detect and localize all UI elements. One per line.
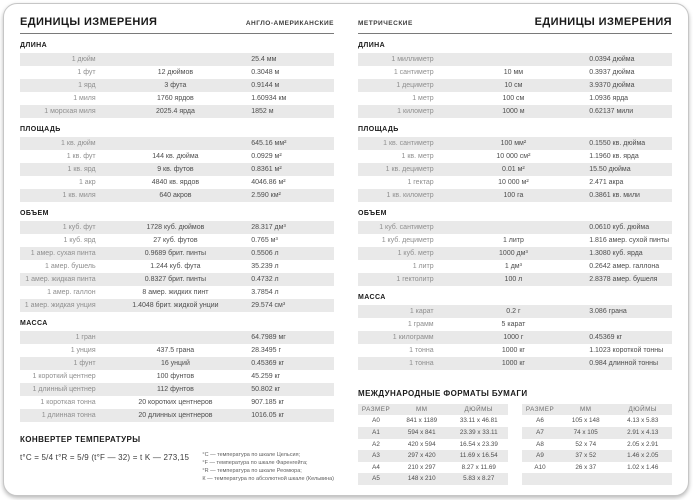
unit-value: 2.471 акра — [589, 179, 624, 186]
unit-value: 0.4732 л — [251, 276, 279, 283]
paper-formats-tables — [358, 404, 672, 485]
metric-page-title: ЕДИНИЦЫ ИЗМЕРЕНИЯ — [534, 16, 672, 28]
unit-value: 0.62137 мили — [589, 108, 634, 115]
unit-row — [358, 273, 672, 286]
unit-name: 1 короткий центнер — [32, 373, 96, 380]
temperature-note: К — температура по абсолютной шкале (Кельвина) — [202, 476, 334, 482]
unit-name: 1 фунт — [73, 360, 96, 367]
unit-equivalent: 100 л — [504, 276, 523, 283]
unit-row — [358, 53, 672, 66]
metric-sections — [358, 34, 672, 370]
unit-row — [20, 299, 334, 312]
unit-row — [358, 234, 672, 247]
unit-value: 0.3861 кв. мили — [589, 192, 640, 199]
paper-table-a0-a5 — [358, 404, 508, 485]
unit-name: 1 короткая тонна — [40, 399, 96, 406]
unit-value: 0.0929 м² — [251, 153, 282, 160]
unit-name: 1 грамм — [407, 321, 434, 328]
unit-row — [358, 247, 672, 260]
unit-row — [20, 247, 334, 260]
paper-size: A9 — [536, 452, 544, 460]
unit-name: 1 ярд — [78, 82, 96, 89]
paper-size: A2 — [372, 440, 380, 448]
unit-name: 1 кв. дециметр — [385, 166, 434, 173]
paper-header-mm: ММ — [416, 405, 428, 413]
unit-value: 3.9370 дюйма — [589, 82, 635, 89]
unit-row — [358, 66, 672, 79]
unit-name: 1 кв. километр — [386, 192, 434, 199]
paper-size: A0 — [372, 417, 380, 425]
section-title: МАССА — [20, 320, 48, 327]
unit-value: 1.816 амер. сухой пинты — [589, 237, 670, 244]
paper-row — [358, 462, 508, 474]
unit-equivalent: 16 унций — [160, 360, 190, 367]
paper-size: A6 — [536, 417, 544, 425]
unit-section — [358, 210, 672, 286]
unit-row — [20, 150, 334, 163]
unit-row — [358, 163, 672, 176]
unit-equivalent: 437.5 грана — [156, 347, 195, 354]
paper-header-size: РАЗМЕР — [525, 405, 555, 413]
unit-equivalent: 1760 ярдов — [157, 95, 194, 102]
unit-row — [20, 163, 334, 176]
paper-inches — [614, 473, 673, 485]
page-title: ЕДИНИЦЫ ИЗМЕРЕНИЯ — [20, 16, 158, 28]
unit-name: 1 амер. бушель — [45, 263, 96, 270]
temperature-notes — [202, 451, 334, 483]
unit-name: 1 унция — [70, 347, 96, 354]
unit-value: 0.5506 л — [251, 250, 279, 257]
unit-name: 1 километр — [397, 108, 434, 115]
unit-equivalent: 1000 дм³ — [499, 250, 528, 257]
unit-row — [358, 189, 672, 202]
unit-equivalent: 10 мм — [503, 69, 524, 76]
section-title: ПЛОЩАДЬ — [20, 126, 61, 133]
unit-name: 1 куб. метр — [397, 250, 434, 257]
paper-header-row — [522, 404, 672, 416]
paper-size: A5 — [372, 475, 380, 483]
unit-row — [358, 137, 672, 150]
paper-size: A10 — [534, 463, 546, 471]
unit-equivalent: 1.4048 брит. жидкой унции — [132, 302, 219, 309]
unit-equivalent: 112 фунтов — [156, 386, 194, 393]
unit-row — [20, 409, 334, 422]
unit-value: 0.1550 кв. дюйма — [589, 140, 646, 147]
paper-row — [522, 439, 672, 451]
unit-section — [358, 42, 672, 118]
temperature-formula: t°C = 5/4 t°R = 5/9 (t°F — 32) = t K — 273,15 — [20, 453, 190, 462]
paper-mm: 297 x 420 — [407, 452, 436, 460]
unit-row — [358, 92, 672, 105]
unit-equivalent: 0.8327 брит. пинты — [144, 276, 207, 283]
paper-row — [522, 450, 672, 462]
unit-name: 1 амер. жидкая пинта — [25, 276, 96, 283]
paper-inches: 1.02 x 1.46 — [627, 463, 659, 471]
paper-inches: 4.13 x 5.83 — [627, 417, 659, 425]
unit-row — [20, 137, 334, 150]
unit-equivalent: 100 фунтов — [156, 373, 195, 380]
temperature-note: °C — температура по шкале Цельсия; — [202, 452, 301, 458]
unit-value: 3.086 грана — [589, 308, 627, 315]
unit-equivalent: 4840 кв. ярдов — [151, 179, 200, 186]
unit-row — [358, 344, 672, 357]
unit-equivalent: 8 амер. жидких пинт — [142, 289, 209, 296]
unit-equivalent: 1000 кг — [501, 360, 525, 367]
unit-name: 1 амер. сухая пинта — [30, 250, 96, 257]
unit-row — [358, 150, 672, 163]
paper-inches: 2.05 x 2.91 — [627, 440, 659, 448]
unit-row — [20, 344, 334, 357]
section-title: ОБЪЕМ — [20, 210, 49, 217]
unit-equivalent: 0.9689 брит. пинты — [144, 250, 207, 257]
unit-equivalent: 27 куб. футов — [153, 237, 198, 244]
unit-section — [20, 320, 334, 422]
unit-name: 1 миллиметр — [391, 56, 434, 63]
unit-value: 0.765 м³ — [251, 237, 278, 244]
unit-value: 0.0394 дюйма — [589, 56, 635, 63]
unit-row — [20, 370, 334, 383]
unit-equivalent — [440, 221, 588, 234]
unit-value: 1.0936 ярда — [589, 95, 629, 102]
paper-mm: 210 x 297 — [407, 463, 436, 471]
unit-row — [358, 176, 672, 189]
paper-size: A7 — [536, 429, 544, 437]
metric-subtitle: МЕТРИЧЕСКИЕ — [358, 20, 413, 27]
unit-row — [358, 357, 672, 370]
unit-name: 1 акр — [78, 179, 96, 186]
paper-size: A3 — [372, 452, 380, 460]
paper-inches: 16.54 x 23.39 — [459, 440, 498, 448]
unit-name: 1 куб. ярд — [63, 237, 96, 244]
unit-name: 1 карат — [409, 308, 434, 315]
paper-mm: 37 x 52 — [575, 452, 597, 460]
unit-name: 1 гран — [75, 334, 96, 341]
paper-formats-title: МЕЖДУНАРОДНЫЕ ФОРМАТЫ БУМАГИ — [358, 388, 528, 398]
unit-name: 1 гектолитр — [396, 276, 434, 283]
unit-value: 0.8361 м² — [251, 166, 282, 173]
unit-equivalent: 10 см — [504, 82, 523, 89]
unit-value: 0.9144 м — [251, 82, 280, 89]
paper-row — [522, 427, 672, 439]
unit-equivalent: 0.2 г — [506, 308, 521, 315]
unit-value: 1.3080 куб. ярда — [589, 250, 643, 257]
unit-equivalent: 10 000 м² — [498, 179, 529, 186]
paper-mm: 105 x 148 — [571, 417, 600, 425]
unit-value: 1.60934 км — [251, 95, 287, 102]
unit-row — [20, 357, 334, 370]
section-title: ОБЪЕМ — [358, 210, 387, 217]
unit-equivalent: 1728 куб. дюймов — [146, 224, 205, 231]
unit-name: 1 сантиметр — [393, 69, 434, 76]
unit-equivalent: 0.01 м² — [502, 166, 525, 173]
unit-value: 35.239 л — [251, 263, 279, 270]
unit-name: 1 куб. фут — [62, 224, 96, 231]
paper-row — [358, 415, 508, 427]
unit-name: 1 гектар — [407, 179, 434, 186]
unit-name: 1 миля — [73, 95, 96, 102]
unit-row — [20, 383, 334, 396]
paper-mm: 420 x 594 — [407, 440, 436, 448]
unit-value: 29.574 см³ — [251, 302, 286, 309]
paper-table-a6-a10 — [522, 404, 672, 485]
unit-equivalent: 1.244 куб. фута — [150, 263, 201, 270]
unit-section — [20, 126, 334, 202]
unit-value: 0.45369 кг — [251, 360, 285, 367]
unit-equivalent — [440, 53, 588, 66]
paper-inches: 8.27 x 11.69 — [461, 463, 496, 471]
unit-value — [587, 318, 672, 331]
unit-name: 1 куб. дециметр — [381, 237, 434, 244]
unit-value: 3.7854 л — [251, 289, 279, 296]
paper-inches: 23.39 x 33.11 — [459, 429, 498, 437]
unit-row — [358, 331, 672, 344]
unit-equivalent: 144 кв. дюйма — [152, 153, 199, 160]
paper-mm: 74 x 105 — [573, 429, 598, 437]
unit-row — [20, 260, 334, 273]
paper-inches: 5.83 x 8.27 — [463, 475, 495, 483]
paper-inches: 1.46 x 2.05 — [627, 452, 659, 460]
temperature-note: °R — температура по шкале Реомюра; — [202, 468, 302, 474]
unit-row — [20, 66, 334, 79]
unit-name: 1 дюйм — [71, 56, 96, 63]
unit-section — [20, 42, 334, 118]
unit-equivalent: 100 га — [503, 192, 524, 199]
paper-mm: 148 x 210 — [407, 475, 436, 483]
unit-equivalent: 640 акров — [159, 192, 192, 199]
unit-row — [20, 189, 334, 202]
unit-row — [358, 318, 672, 331]
unit-equivalent — [102, 331, 250, 344]
section-title: ДЛИНА — [358, 42, 386, 49]
unit-name: 1 килограмм — [392, 334, 434, 341]
unit-row — [20, 286, 334, 299]
unit-value: 50.802 кг — [251, 386, 281, 393]
unit-equivalent: 100 см — [502, 95, 525, 102]
unit-value: 907.185 кг — [251, 399, 285, 406]
anglo-american-sections — [20, 34, 334, 422]
anglo-american-panel — [20, 14, 334, 487]
unit-row — [20, 273, 334, 286]
unit-name: 1 дециметр — [396, 82, 434, 89]
unit-value: 28.3495 г — [251, 347, 282, 354]
unit-name: 1 кв. метр — [401, 153, 434, 160]
unit-name: 1 длинная тонна — [41, 412, 96, 419]
unit-equivalent: 10 000 см² — [496, 153, 531, 160]
unit-equivalent: 2025.4 ярда — [155, 108, 195, 115]
paper-formats — [358, 389, 672, 487]
unit-equivalent: 1000 м — [502, 108, 525, 115]
unit-name: 1 кв. ярд — [67, 166, 96, 173]
unit-name: 1 тонна — [409, 347, 434, 354]
unit-name: 1 кв. миля — [62, 192, 96, 199]
unit-row — [358, 79, 672, 92]
paper-row — [358, 450, 508, 462]
paper-inches: 11.69 x 16.54 — [459, 452, 498, 460]
unit-equivalent: 1 литр — [502, 237, 524, 244]
unit-value: 1016.05 кг — [251, 412, 285, 419]
unit-equivalent: 1000 кг — [501, 347, 525, 354]
unit-row — [358, 105, 672, 118]
unit-name: 1 кв. фут — [66, 153, 96, 160]
anglo-american-header — [20, 16, 334, 34]
anglo-american-subtitle: АНГЛО-АМЕРИКАНСКИЕ — [245, 20, 334, 27]
paper-row — [522, 415, 672, 427]
temperature-note: °F — температура по шкале Фаренгейта; — [202, 460, 308, 466]
section-title: ДЛИНА — [20, 42, 48, 49]
unit-value: 15.50 дюйма — [589, 166, 631, 173]
paper-row — [358, 439, 508, 451]
paper-row — [358, 473, 508, 485]
unit-value: 2.590 км² — [251, 192, 281, 199]
paper-size: A4 — [372, 463, 380, 471]
unit-row — [20, 221, 334, 234]
unit-name: 1 морская миля — [44, 108, 96, 115]
unit-equivalent: 20 длинных центнеров — [138, 412, 213, 419]
unit-value: 64.7989 мг — [251, 334, 286, 341]
unit-equivalent: 9 кв. футов — [157, 166, 194, 173]
unit-name: 1 кв. сантиметр — [383, 140, 434, 147]
unit-value: 1852 м — [251, 108, 274, 115]
unit-row — [20, 79, 334, 92]
paper-inches: 33.11 x 46.81 — [459, 417, 498, 425]
unit-equivalent: 5 карат — [501, 321, 526, 328]
unit-value: 0.0610 куб. дюйма — [589, 224, 650, 231]
paper-mm: 26 x 37 — [575, 463, 597, 471]
unit-equivalent — [102, 137, 250, 150]
paper-mm — [558, 473, 614, 485]
paper-size: A1 — [372, 429, 380, 437]
unit-value: 1.1960 кв. ярда — [589, 153, 639, 160]
unit-name: 1 кв. дюйм — [61, 140, 96, 147]
paper-row — [522, 473, 672, 485]
units-reference-card — [3, 3, 689, 496]
unit-section — [358, 294, 672, 370]
unit-row — [20, 234, 334, 247]
paper-header-inches: ДЮЙМЫ — [628, 405, 657, 413]
paper-header-mm: ММ — [580, 405, 592, 413]
unit-row — [20, 105, 334, 118]
unit-name: 1 длинный центнер — [32, 386, 96, 393]
unit-name: 1 литр — [412, 263, 434, 270]
paper-header-size: РАЗМЕР — [361, 405, 391, 413]
unit-equivalent: 3 фута — [164, 82, 187, 89]
temperature-converter — [20, 435, 334, 487]
paper-row — [522, 462, 672, 474]
unit-value: 2.8378 амер. бушеля — [589, 276, 658, 283]
section-title: ПЛОЩАДЬ — [358, 126, 399, 133]
unit-value: 0.45369 кг — [589, 334, 623, 341]
unit-section — [20, 210, 334, 312]
unit-name: 1 амер. галлон — [47, 289, 96, 296]
unit-row — [20, 176, 334, 189]
temperature-converter-body — [20, 451, 334, 483]
unit-name: 1 тонна — [409, 360, 434, 367]
unit-value: 1.1023 короткой тонны — [589, 347, 664, 354]
unit-value: 25.4 мм — [251, 56, 277, 63]
unit-row — [358, 221, 672, 234]
unit-name: 1 куб. сантиметр — [379, 224, 434, 231]
unit-value: 28.317 дм³ — [251, 224, 286, 231]
unit-value: 0.2642 амер. галлона — [589, 263, 660, 270]
metric-panel — [358, 14, 672, 487]
unit-value: 0.984 длинной тонны — [589, 360, 659, 367]
paper-row — [358, 427, 508, 439]
unit-row — [20, 331, 334, 344]
paper-mm: 594 x 841 — [407, 429, 436, 437]
unit-row — [358, 305, 672, 318]
unit-row — [20, 396, 334, 409]
paper-header-inches: ДЮЙМЫ — [464, 405, 493, 413]
unit-section — [358, 126, 672, 202]
paper-size — [522, 473, 558, 485]
unit-equivalent: 100 мм² — [500, 140, 527, 147]
unit-value: 0.3937 дюйма — [589, 69, 635, 76]
paper-size: A8 — [536, 440, 544, 448]
temperature-converter-title: КОНВЕРТЕР ТЕМПЕРАТУРЫ — [20, 435, 141, 444]
paper-header-row — [358, 404, 508, 416]
paper-mm: 841 x 1189 — [406, 417, 438, 425]
unit-name: 1 амер. жидкая унция — [24, 302, 96, 309]
unit-value: 45.259 кг — [251, 373, 281, 380]
metric-header — [358, 16, 672, 34]
unit-equivalent: 20 коротких центнеров — [138, 399, 213, 406]
unit-equivalent: 1 дм³ — [504, 263, 522, 270]
unit-name: 1 фут — [77, 69, 96, 76]
unit-value: 645.16 мм² — [251, 140, 287, 147]
unit-row — [20, 92, 334, 105]
unit-name: 1 метр — [412, 95, 434, 102]
unit-value: 0.3048 м — [251, 69, 280, 76]
unit-value: 4046.86 м² — [251, 179, 286, 186]
unit-equivalent — [102, 53, 250, 66]
unit-row — [20, 53, 334, 66]
section-title: МАССА — [358, 294, 386, 301]
unit-equivalent: 12 дюймов — [157, 69, 194, 76]
paper-inches: 2.91 x 4.13 — [627, 429, 659, 437]
paper-mm: 52 x 74 — [575, 440, 597, 448]
unit-equivalent: 1000 г — [503, 334, 524, 341]
unit-row — [358, 260, 672, 273]
